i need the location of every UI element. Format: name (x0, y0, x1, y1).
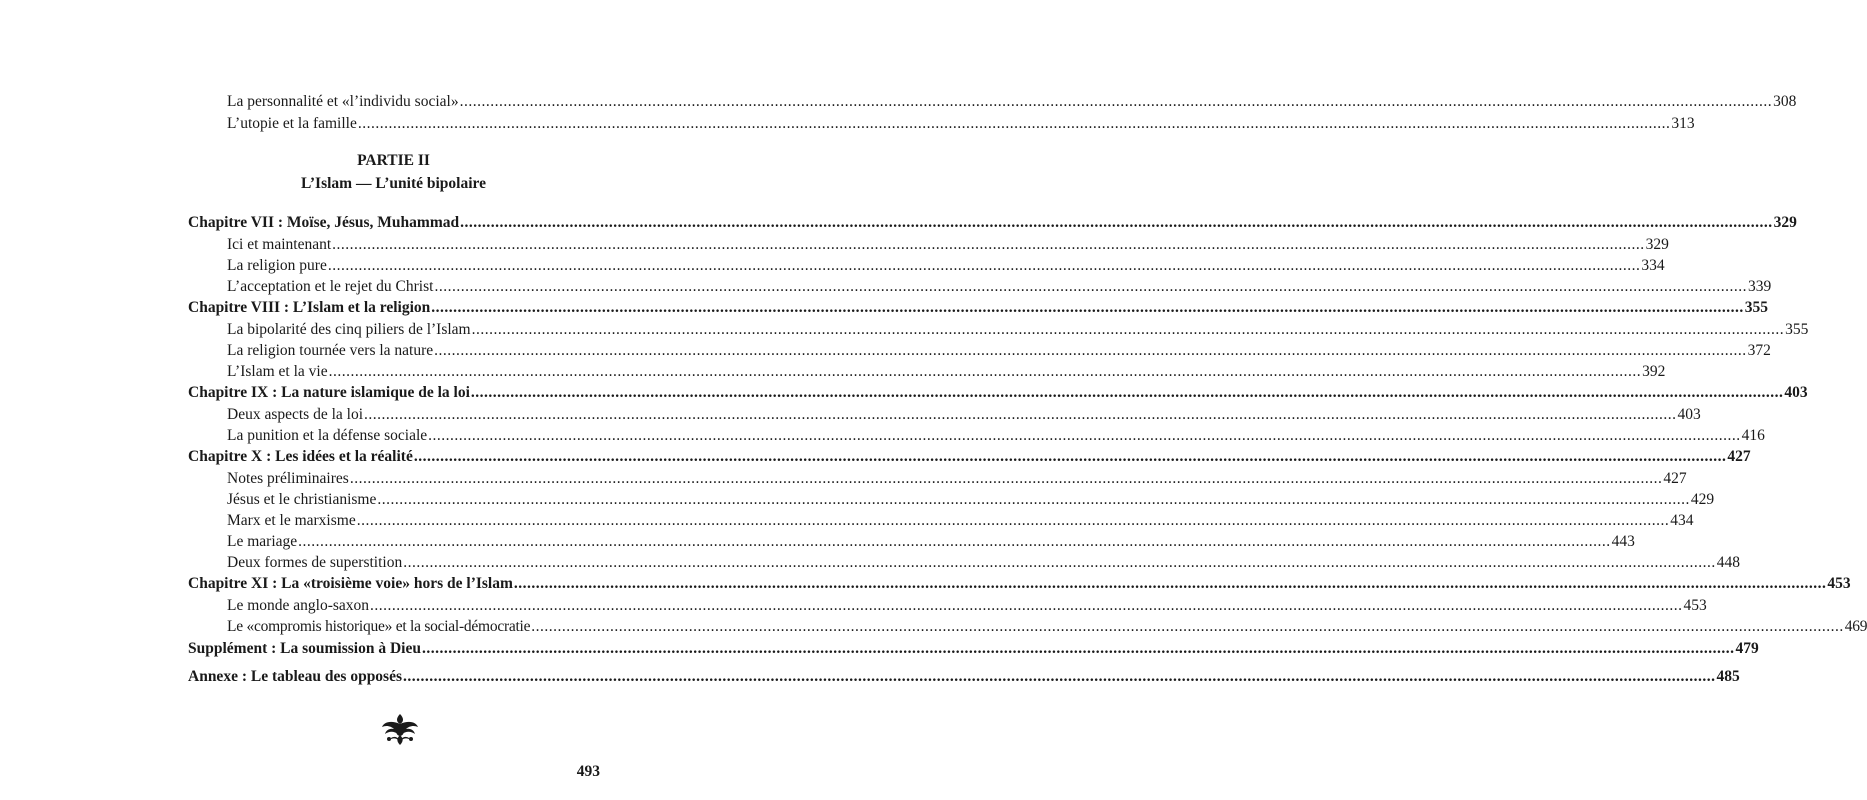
fleuron-ornament-icon (379, 712, 421, 746)
section-page: 453 (1683, 597, 1707, 614)
section-page: 392 (1642, 363, 1666, 380)
section-page: 443 (1611, 533, 1635, 550)
dot-leader: ............................................................................................................................................................................................................................................................................................................ (364, 406, 1677, 423)
section-entry (227, 469, 1687, 489)
section-title: Jésus et le christianisme (227, 491, 377, 508)
section-page: 339 (1747, 278, 1772, 295)
dot-leader: ............................................................................................................................................................................................................................................................................................................ (356, 512, 1670, 529)
entry-page: 313 (1671, 115, 1695, 132)
section-title: Le mariage (227, 533, 298, 550)
section-page: 469 (1844, 618, 1867, 635)
supplement-entry (188, 639, 1759, 659)
dot-leader: ............................................................................................................................................................................................................................................................................................................ (403, 554, 1716, 571)
dot-leader: ............................................................................................................................................................................................................................................................................................................ (531, 618, 1844, 635)
section-title: Deux formes de superstition (227, 554, 403, 571)
section-entry (227, 362, 1666, 382)
section-page: 448 (1716, 554, 1740, 571)
section-page: 434 (1670, 512, 1694, 529)
dot-leader: ............................................................................................................................................................................................................................................................................................................ (377, 491, 1690, 508)
chapter-entry (188, 447, 1751, 467)
section-title: Le monde anglo-saxon (227, 597, 370, 614)
dot-leader: ............................................................................................................................................................................................................................................................................................................ (428, 427, 1741, 444)
section-title: La bipolarité des cinq piliers de l’Islam (227, 321, 471, 338)
section-title: La religion tournée vers la nature (227, 342, 434, 359)
section-page: 416 (1741, 427, 1765, 444)
chapter-title: Chapitre X : Les idées et la réalité (188, 448, 413, 465)
part-number: PARTIE II (357, 152, 430, 169)
part-title: L’Islam — L’unité bipolaire (300, 175, 487, 192)
annex-entry (188, 667, 1740, 687)
section-title: L’acceptation et le rejet du Christ (227, 278, 434, 295)
section-entry (227, 405, 1701, 425)
section-entry (227, 256, 1665, 276)
dot-leader: ............................................................................................................................................................................................................................................................................................................ (413, 448, 1727, 465)
page-number: 493 (576, 763, 600, 780)
section-title: L’Islam et la vie (227, 363, 328, 380)
chapter-title: Chapitre VIII : L’Islam et la religion (188, 299, 431, 316)
section-page: 429 (1690, 491, 1715, 508)
entry-page: 308 (1773, 93, 1797, 110)
section-entry (227, 426, 1765, 446)
section-entry (227, 596, 1707, 616)
section-entry (227, 617, 1867, 637)
dot-leader: ............................................................................................................................................................................................................................................................................................................ (349, 470, 1663, 487)
entry-title: La personnalité et «l’individu social» (227, 93, 459, 110)
dot-leader: ............................................................................................................................................................................................................................................................................................................ (459, 93, 1773, 110)
annex-title: Annexe : Le tableau des opposés (188, 668, 403, 685)
section-title: Ici et maintenant (227, 236, 332, 253)
section-page: 372 (1747, 342, 1771, 359)
chapter-entry (188, 298, 1769, 318)
chapter-title: Chapitre XI : La «troisième voie» hors de l’Islam (188, 575, 513, 592)
dot-leader: ............................................................................................................................................................................................................................................................................................................ (513, 575, 1827, 592)
section-page: 427 (1663, 470, 1687, 487)
section-entry (227, 277, 1772, 297)
section-title: Deux aspects de la loi (227, 406, 364, 423)
chapter-title: Chapitre VII : Moïse, Jésus, Muhammad (188, 214, 460, 231)
dot-leader: ............................................................................................................................................................................................................................................................................................................ (357, 115, 1671, 132)
chapter-page: 427 (1727, 448, 1751, 465)
dot-leader: ............................................................................................................................................................................................................................................................................................................ (431, 299, 1744, 316)
chapter-page: 329 (1773, 214, 1797, 231)
section-title: Marx et le marxisme (227, 512, 356, 529)
dot-leader: ............................................................................................................................................................................................................................................................................................................ (434, 278, 1747, 295)
chapter-title: Chapitre IX : La nature islamique de la loi (188, 384, 470, 401)
chapter-page: 355 (1744, 299, 1769, 316)
dot-leader: ............................................................................................................................................................................................................................................................................................................ (471, 321, 1785, 338)
dot-leader: ............................................................................................................................................................................................................................................................................................................ (328, 363, 1642, 380)
chapter-entry (188, 383, 1808, 403)
section-page: 355 (1785, 321, 1809, 338)
supplement-page: 479 (1735, 640, 1759, 657)
section-entry (227, 320, 1809, 340)
chapter-entry (188, 213, 1797, 233)
section-page: 403 (1677, 406, 1701, 423)
dot-leader: ............................................................................................................................................................................................................................................................................................................ (403, 668, 1716, 685)
dot-leader: ............................................................................................................................................................................................................................................................................................................ (421, 640, 1735, 657)
dot-leader: ............................................................................................................................................................................................................................................................................................................ (298, 533, 1611, 550)
dot-leader: ............................................................................................................................................................................................................................................................................................................ (332, 236, 1645, 253)
section-entry (227, 553, 1740, 573)
section-entry (227, 341, 1771, 361)
toc-entry (227, 114, 1695, 134)
dot-leader: ............................................................................................................................................................................................................................................................................................................ (434, 342, 1747, 359)
chapter-entry (188, 574, 1851, 594)
toc-entry (227, 92, 1797, 112)
section-page: 334 (1641, 257, 1665, 274)
chapter-page: 453 (1827, 575, 1851, 592)
dot-leader: ............................................................................................................................................................................................................................................................................................................ (370, 597, 1683, 614)
section-title: La religion pure (227, 257, 327, 274)
entry-title: L’utopie et la famille (227, 115, 357, 132)
chapter-page: 403 (1784, 384, 1808, 401)
dot-leader: ............................................................................................................................................................................................................................................................................................................ (327, 257, 1641, 274)
section-entry (227, 235, 1669, 255)
section-entry (227, 511, 1694, 531)
section-title: Notes préliminaires (227, 470, 349, 487)
supplement-title: Supplément : La soumission à Dieu (188, 640, 421, 657)
section-entry (227, 532, 1635, 552)
section-title: Le «compromis historique» et la social-démocratie (227, 618, 531, 635)
section-page: 329 (1645, 236, 1669, 253)
annex-page: 485 (1716, 668, 1740, 685)
dot-leader: ............................................................................................................................................................................................................................................................................................................ (460, 214, 1773, 231)
dot-leader: ............................................................................................................................................................................................................................................................................................................ (470, 384, 1784, 401)
section-entry (227, 490, 1715, 510)
section-title: La punition et la défense sociale (227, 427, 428, 444)
